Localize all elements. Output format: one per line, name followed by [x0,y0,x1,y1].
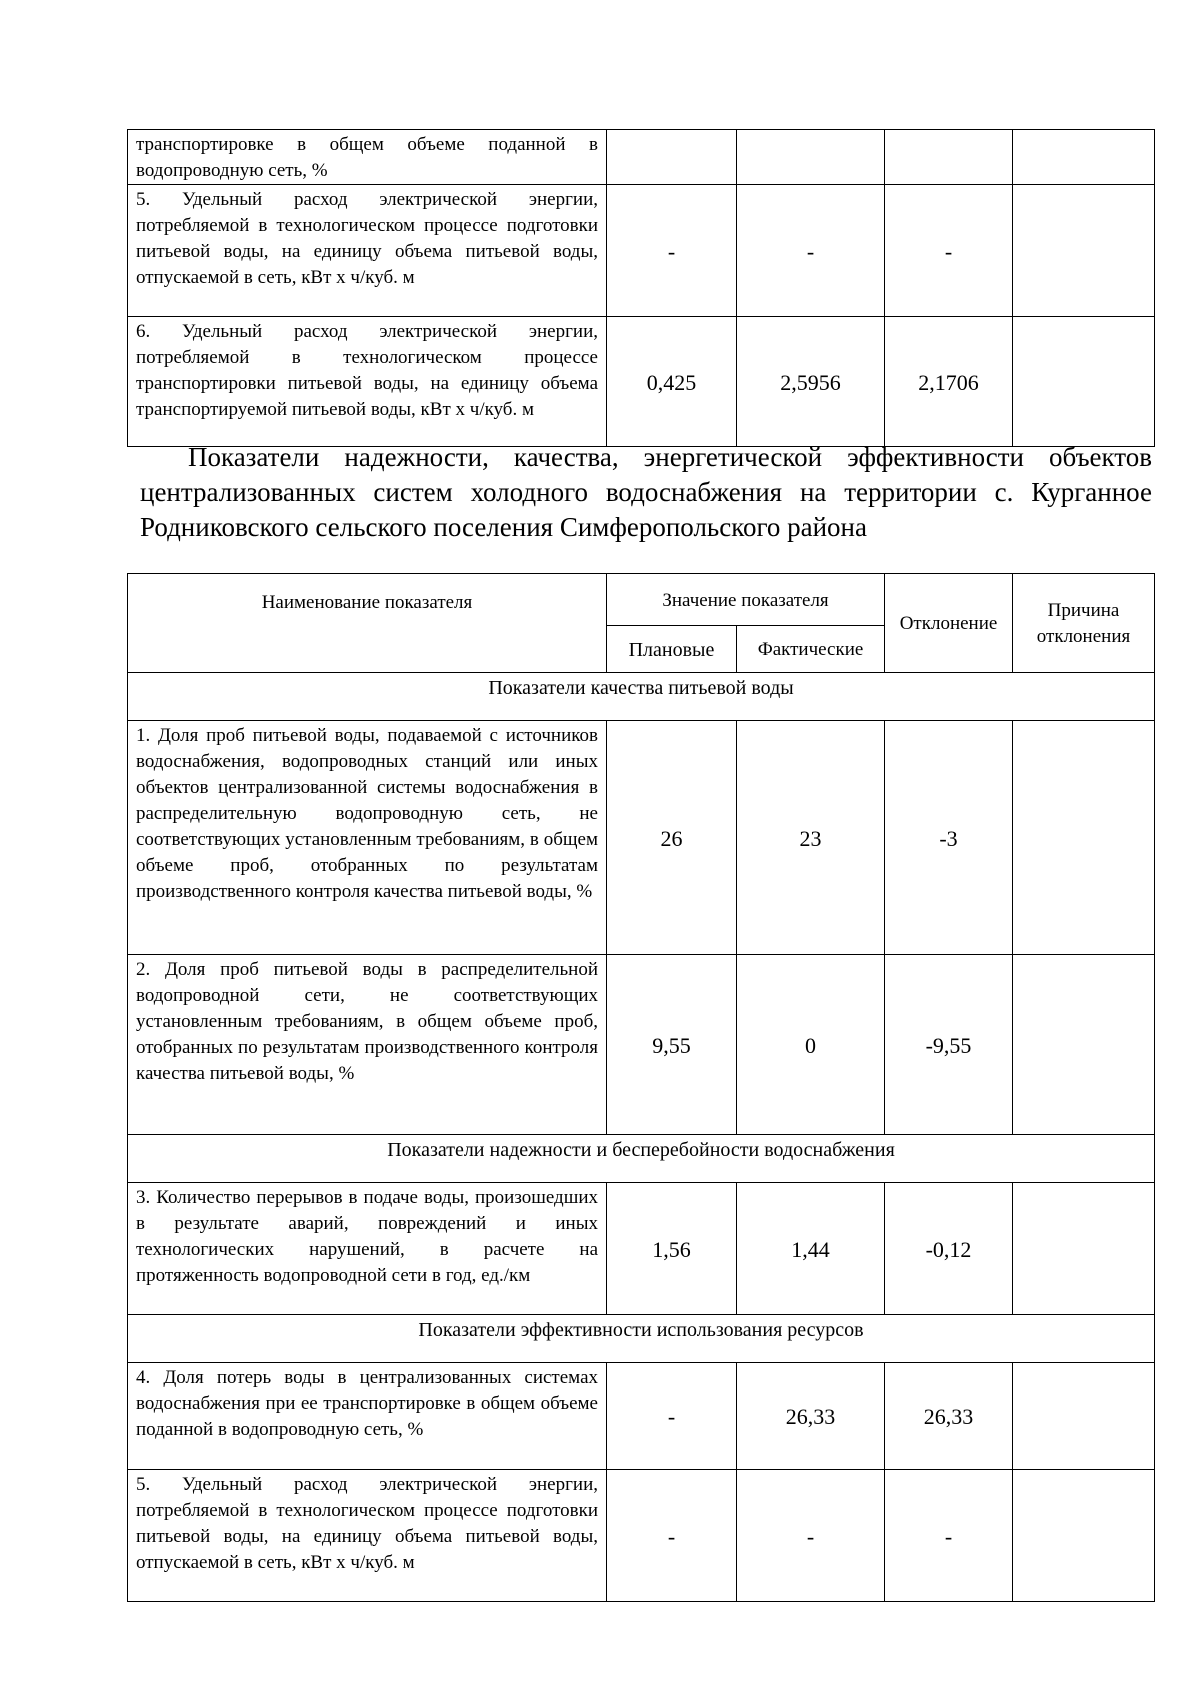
plan-value: - [607,185,737,317]
table-header-row [128,574,1155,626]
header-value-group: Значение показателя [607,574,885,626]
plan-value: 9,55 [607,955,737,1135]
indicator-name: 5. Удельный расход электрической энергии, потребляемой в технологическом процессе подготовки питьевой воды, на единицу объема питьевой воды, отпускаемой в сеть, кВт х ч/куб. м [128,1470,607,1602]
deviation-value: 2,1706 [885,317,1013,447]
header-reason: Причина отклонения [1013,574,1155,673]
section-row [128,673,1155,721]
reason-value [1013,955,1155,1135]
header-fact: Фактические [737,626,885,673]
section-heading: Показатели надежности, качества, энергетической эффективности объектов централизованных систем холодного водоснабжения на территории с. Курганное Родниковского сельского поселения Симферопольского района [140,442,1152,542]
table-row [128,721,1155,955]
fact-value [737,130,885,185]
reason-value [1013,1183,1155,1315]
reason-value [1013,1470,1155,1602]
deviation-value: -0,12 [885,1183,1013,1315]
reason-value [1013,721,1155,955]
fact-value: 2,5956 [737,317,885,447]
indicator-name: 1. Доля проб питьевой воды, подаваемой с источников водоснабжения, водопроводных станций или иных объектов централизованной системы водоснабжения в распределительную водопроводную сеть, не соответствующих установленным требованиям, в общем объеме проб, отобранных по результатам производственного контроля качества питьевой воды, % [128,721,607,955]
section-row [128,1315,1155,1363]
plan-value: - [607,1470,737,1602]
reason-value [1013,130,1155,185]
fact-value: 0 [737,955,885,1135]
deviation-value: - [885,185,1013,317]
section-title: Показатели эффективности использования ресурсов [128,1315,1155,1363]
plan-value: 26 [607,721,737,955]
plan-value [607,130,737,185]
deviation-value [885,130,1013,185]
table-row [128,1470,1155,1602]
indicator-name: 5. Удельный расход электрической энергии, потребляемой в технологическом процессе подготовки питьевой воды, на единицу объема питьевой воды, отпускаемой в сеть, кВт х ч/куб. м [128,185,607,317]
indicator-name: 3. Количество перерывов в подаче воды, произошедших в результате аварий, повреждений и иных технологических нарушений, в расчете на протяженность водопроводной сети в год, ед./км [128,1183,607,1315]
fact-value: - [737,185,885,317]
header-deviation: Отклонение [885,574,1013,673]
indicator-name: 6. Удельный расход электрической энергии, потребляемой в технологическом процессе транспортировки питьевой воды, на единицу объема транспортируемой питьевой воды, кВт х ч/куб. м [128,317,607,447]
reason-value [1013,317,1155,447]
reason-value [1013,1363,1155,1470]
header-plan: Плановые [607,626,737,673]
indicator-name: 2. Доля проб питьевой воды в распределительной водопроводной сети, не соответствующих установленным требованиям, в общем объеме проб, отобранных по результатам производственного контроля качества питьевой воды, % [128,955,607,1135]
reason-value [1013,185,1155,317]
plan-value: - [607,1363,737,1470]
fact-value: 1,44 [737,1183,885,1315]
continuation-table [127,129,1155,447]
fact-value: - [737,1470,885,1602]
table-row [128,317,1155,447]
section-row [128,1135,1155,1183]
deviation-value: -9,55 [885,955,1013,1135]
fact-value: 26,33 [737,1363,885,1470]
plan-value: 1,56 [607,1183,737,1315]
table-row [128,185,1155,317]
table-row [128,1183,1155,1315]
indicators-table [127,573,1155,1602]
table-row [128,1363,1155,1470]
table-row [128,955,1155,1135]
indicator-name: 4. Доля потерь воды в централизованных системах водоснабжения при ее транспортировке в общем объеме поданной в водопроводную сеть, % [128,1363,607,1470]
header-indicator-name: Наименование показателя [128,574,607,673]
section-title: Показатели качества питьевой воды [128,673,1155,721]
plan-value: 0,425 [607,317,737,447]
table-row [128,130,1155,185]
deviation-value: - [885,1470,1013,1602]
deviation-value: 26,33 [885,1363,1013,1470]
section-title: Показатели надежности и бесперебойности водоснабжения [128,1135,1155,1183]
indicator-name: транспортировке в общем объеме поданной в водопроводную сеть, % [128,130,607,185]
deviation-value: -3 [885,721,1013,955]
fact-value: 23 [737,721,885,955]
